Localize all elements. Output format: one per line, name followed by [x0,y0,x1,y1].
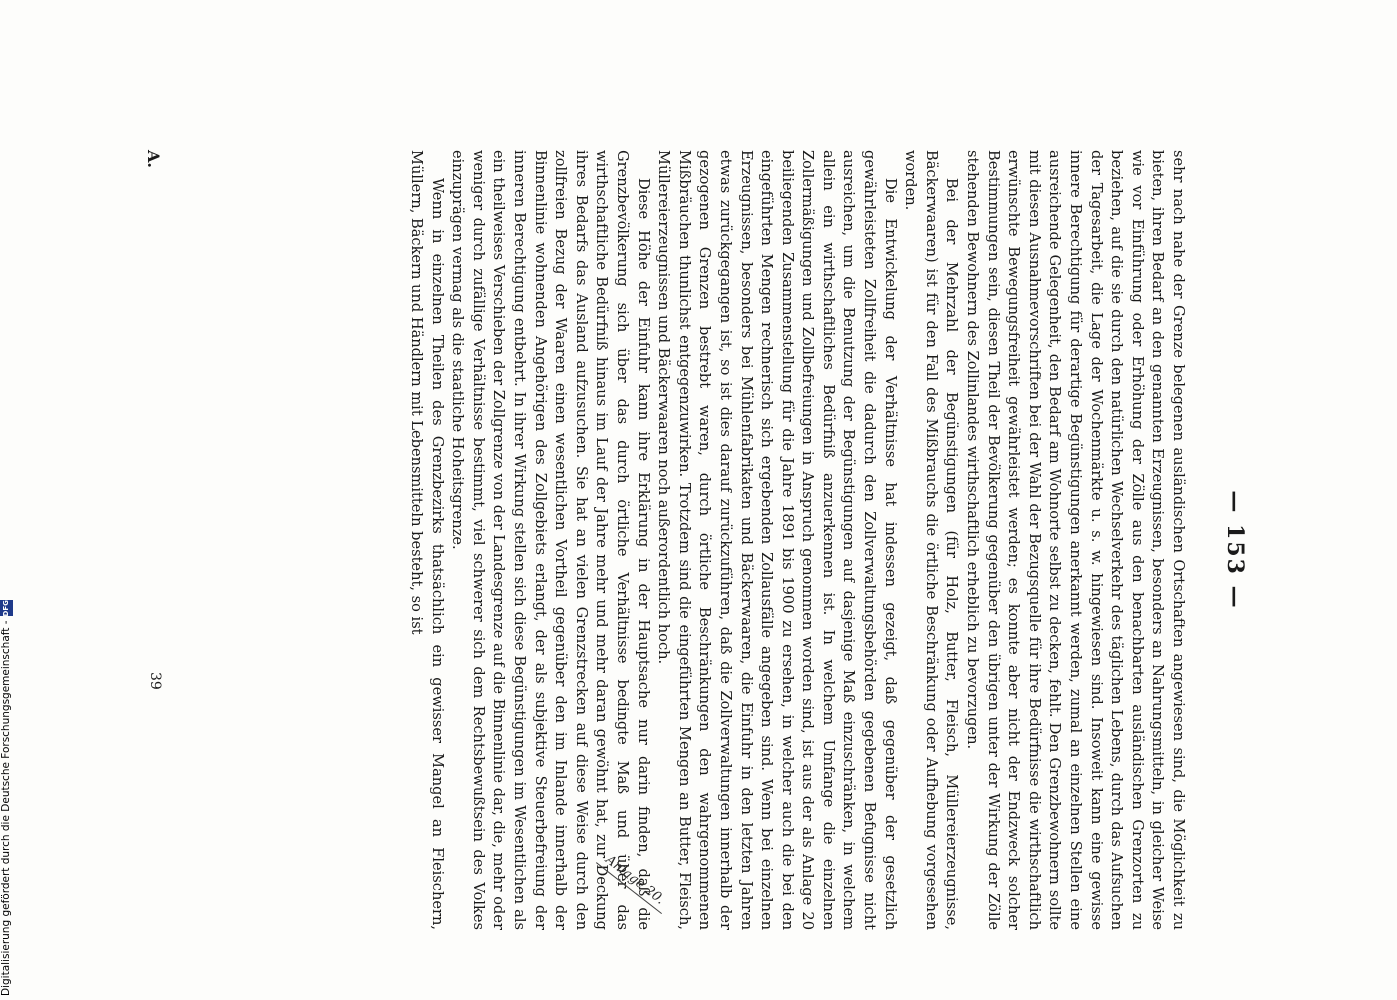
page-number: — 153 — [1222,490,1248,610]
paragraph: Wenn in einzelnen Theilen des Grenzbezirks thatsächlich ein gewisser Mangel an Fleischern, Müllern, Bäckern und Händlern mit Lebensmitteln besteht, so ist [408,150,446,930]
body-text [405,150,1188,930]
credit-text: Digitalisierung gefördert durch die Deutsche Forschungsgemeinschaft - [0,620,12,996]
page-header [1208,150,1248,950]
dfg-logo-icon: DFG [0,600,13,616]
signature-number: 39 [147,672,163,690]
margin-note: Anlage 20. [596,849,672,914]
paragraph: Diese Höhe der Einfuhr kann ihre Erklärung in der Hauptsache nur darin finden, daß die Grenzbevölkerung sich über das durch örtliche Verhältnisse bedingte Maß und über das wirthschaftliche Bedürfniß hinaus im Lauf der Jahre mehr und mehr daran gewöhnt hat, zur Deckung ihres Bedarfs das Ausland aufzusuchen. Sie hat an vielen Grenzstrecken auf diese Weise durch den zollfreien Bezug der Waaren einen wesentlichen Vortheil gegenüber den im Inlande innerhalb der Binnenlinie wohnenden Angehörigen des Zollgebiets erlangt, der als subjektive Steuerbefreiung der inneren Berechtigung entbehrt. In ihrer Wirkung stellen sich diese Begünstigungen im Wesentlichen als ein theilweises Verschieben der Zollgrenze von der Landesgrenze auf die Binnenlinie dar, die, mehr oder weniger durch zufällige Verhältnisse bestimmt, viel schwerer sich dem Rechtsbewußtsein des Volkes einzuprägen vermag als die staatliche Hoheitsgrenze. [449,150,652,930]
paragraph: Bei der Mehrzahl der Begünstigungen (für Holz, Butter, Fleisch, Müllereierzeugnisse, Bäckerwaaren) ist für den Fall des Mißbrauchs die örtliche Beschränkung oder Aufhebung vorgesehen worden. [902,150,961,930]
paragraph: Die Entwickelung der Verhältnisse hat indessen gezeigt, daß gegenüber der gesetzlich gewährleisteten Zollfreiheit die dadurch den Zollverwaltungsbehörden gegebenen Befugnisse nicht ausreichen, um die Benutzung der Begünstigungen auf dasjenige Maß einzuschränken, in welchem allein ein wirthschaftliches Bedürfniß anzuerkennen ist. In welchem Umfange die einzelnen Zollermäßigungen und Zollbefreiungen in Anspruch genommen worden sind, ist aus der als Anlage 20 beiliegenden Zusammenstellung für die Jahre 1891 bis 1900 zu ersehen, in welcher auch die bei den eingeführten Mengen rechnerisch sich ergebenden Zollausfälle angegeben sind. Wenn bei einzelnen Erzeugnissen, besonders bei Mühlenfabrikaten und Bäckerwaaren, die Einfuhr in den letzten Jahren etwas zurückgegangen ist, so ist dies darauf zurückzuführen, daß die Zollverwaltungen innerhalb der gezogenen Grenzen bestrebt waren, durch örtliche Beschränkungen den wahrgenommenen Mißbräuchen thunlichst entgegenzuwirken. Trotzdem sind die eingeführten Mengen an Butter, Fleisch, Müllereierzeugnissen und Bäckerwaaren noch außerordentlich hoch. [655,150,899,930]
signature-letter: A. [144,150,163,168]
digitization-credit [0,600,14,996]
rotated-page [133,150,1248,950]
paragraph: sehr nach nahe der Grenze belegenen ausländischen Ortschaften angewiesen sind, die Möglichkeit zu bieten, ihren Bedarf an den genannten Erzeugnissen, besonders an Nahrungsmitteln, in gleicher Weise wie vor Einführung oder Erhöhung der Zölle aus den benachbarten ausländischen Grenzorten zu beziehen, auf die sie durch den natürlichen Wechselverkehr des täglichen Lebens, durch das Aufsuchen der Tagesarbeit, die Lage der Wochenmärkte u. s. w. hingewiesen sind. Insoweit kann eine gewisse innere Berechtigung für derartige Begünstigungen anerkannt werden, zumal an einzelnen Stellen eine ausreichende Gelegenheit, den Bedarf am Wohnorte selbst zu decken, fehlt. Den Grenzbewohnern sollte mit diesen Ausnahmevorschriften bei der Wahl der Bezugsquelle für ihre Bedürfnisse die wirthschaftlich erwünschte Bewegungsfreiheit gewährleistet werden; es konnte aber nicht der Endzweck solcher Bestimmungen sein, diesen Theil der Bevölkerung gegenüber den übrigen unter der Wirkung der Zölle stehenden Bewohnern des Zollinlandes wirthschaftlich erheblich zu bevorzugen. [964,150,1187,930]
